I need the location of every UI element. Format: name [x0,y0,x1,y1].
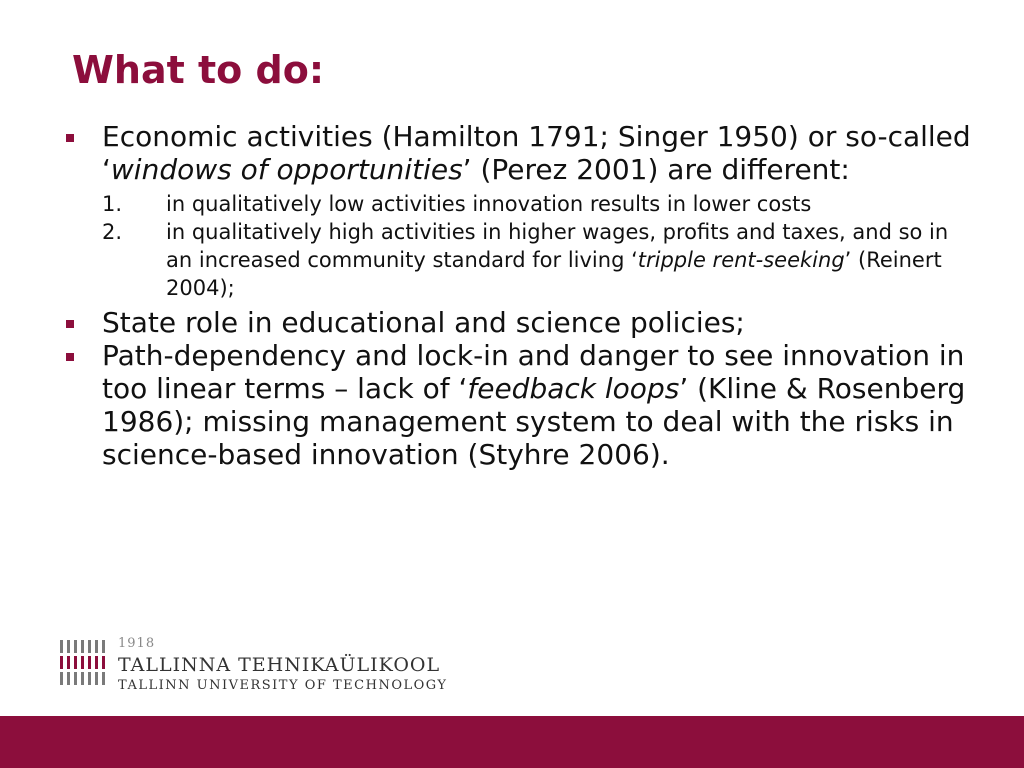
text-run: Path-dependency and lock-in and danger to see innovation in too linear terms – lack of ‘ [102,339,965,405]
numbered-item-text [166,220,948,300]
logo-name-estonian: TALLINNA TEHNIKAÜLIKOOL [118,654,441,676]
logo-bar [67,640,70,653]
italic-phrase: tripple rent-seeking [637,248,845,272]
sub-list [60,190,980,302]
logo-bar [74,640,77,653]
bullet-item [60,306,980,339]
text-run: Economic activities (Hamilton 1791; Singer 1950) or so-called ‘ [102,120,971,186]
numbered-item-text [166,192,811,216]
square-bullet-icon [66,320,74,328]
logo-bar [95,640,98,653]
logo-bar [74,656,77,669]
bullet-item [60,120,980,186]
square-bullet-icon [66,134,74,142]
slide-title: What to do: [72,48,325,92]
text-run: ’ (Kline & Rosenberg 1986); missing management system to deal with the risks in science-based innovation (Styhre 2006). [102,372,966,471]
text-run: ’ (Reinert 2004); [166,248,942,300]
logo-bar [67,672,70,685]
logo-bar [60,656,63,669]
logo-bar [67,656,70,669]
numbered-item [102,190,980,218]
text-run: ’ (Perez 2001) are different: [462,153,850,186]
logo-bar [81,672,84,685]
logo-bar [60,672,63,685]
text-run: in qualitatively high activities in higher wages, profits and taxes, and so in an increased community standard for living ‘ [166,220,949,272]
logo-bar [88,672,91,685]
logo-bar [102,672,105,685]
logo-bar [88,656,91,669]
text-run: State role in educational and science policies; [102,306,745,339]
item-number: 2. [102,220,123,244]
footer-bar [0,716,1024,768]
item-number: 1. [102,192,123,216]
slide-body [60,120,980,471]
italic-phrase: windows of opportunities [110,153,463,186]
logo-bar [102,640,105,653]
logo-bar [95,672,98,685]
university-bars-icon [60,640,108,688]
italic-phrase: feedback loops [467,372,680,405]
logo-bar [95,656,98,669]
logo-bar [81,656,84,669]
logo-bar [74,672,77,685]
logo-bar [81,640,84,653]
logo-bar [60,640,63,653]
bullet-item [60,339,980,471]
logo-name-english: TALLINN UNIVERSITY OF TECHNOLOGY [118,678,448,693]
bullet-text [102,339,965,471]
square-bullet-icon [66,353,74,361]
university-logo [60,636,448,696]
logo-bar [88,640,91,653]
logo-year: 1918 [118,636,156,651]
text-run: in qualitatively low activities innovation results in lower costs [166,192,812,216]
logo-bar [102,656,105,669]
bullet-text [102,120,971,186]
numbered-item [102,218,980,302]
bullet-text [102,306,745,339]
